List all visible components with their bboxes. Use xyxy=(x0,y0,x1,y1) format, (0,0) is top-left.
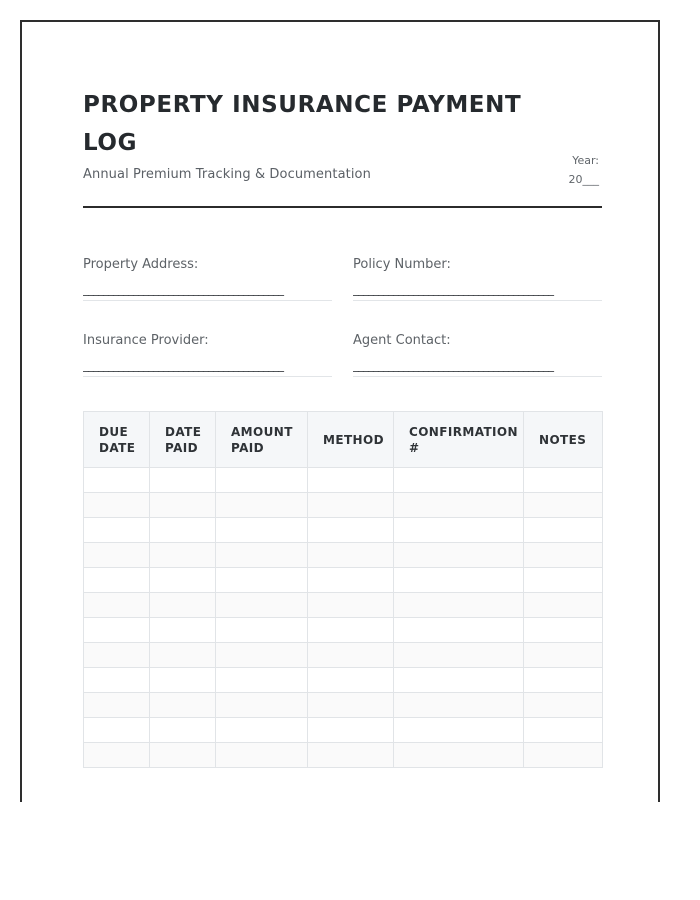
cell-amount-paid[interactable] xyxy=(216,468,308,493)
cell-method[interactable] xyxy=(308,693,394,718)
cell-confirmation[interactable] xyxy=(394,518,524,543)
field-divider xyxy=(83,300,332,301)
document-subtitle: Annual Premium Tracking & Documentation xyxy=(83,167,371,182)
cell-date-paid[interactable] xyxy=(150,718,216,743)
agent-contact-label: Agent Contact: xyxy=(353,333,451,348)
insurance-provider-input[interactable]: ________________________________________ xyxy=(83,358,283,372)
cell-notes[interactable] xyxy=(524,493,603,518)
cell-date-paid[interactable] xyxy=(150,618,216,643)
cell-method[interactable] xyxy=(308,668,394,693)
cell-confirmation[interactable] xyxy=(394,668,524,693)
cell-date-paid[interactable] xyxy=(150,543,216,568)
cell-due-date[interactable] xyxy=(84,643,150,668)
cell-method[interactable] xyxy=(308,718,394,743)
cell-amount-paid[interactable] xyxy=(216,693,308,718)
cell-notes[interactable] xyxy=(524,593,603,618)
cell-amount-paid[interactable] xyxy=(216,518,308,543)
cell-date-paid[interactable] xyxy=(150,643,216,668)
cell-date-paid[interactable] xyxy=(150,493,216,518)
cell-due-date[interactable] xyxy=(84,693,150,718)
policy-number-input[interactable]: ________________________________________ xyxy=(353,282,553,296)
table-row xyxy=(84,618,603,643)
column-header-method: METHOD xyxy=(308,412,394,468)
table-row xyxy=(84,693,603,718)
cell-amount-paid[interactable] xyxy=(216,543,308,568)
cell-method[interactable] xyxy=(308,518,394,543)
table-row xyxy=(84,543,603,568)
cell-date-paid[interactable] xyxy=(150,668,216,693)
cell-amount-paid[interactable] xyxy=(216,668,308,693)
cell-amount-paid[interactable] xyxy=(216,593,308,618)
cell-amount-paid[interactable] xyxy=(216,568,308,593)
table-row xyxy=(84,743,603,768)
cell-method[interactable] xyxy=(308,493,394,518)
field-divider xyxy=(353,300,602,301)
agent-contact-input[interactable]: ________________________________________ xyxy=(353,358,553,372)
cell-notes[interactable] xyxy=(524,643,603,668)
table-header-row xyxy=(84,412,603,468)
cell-confirmation[interactable] xyxy=(394,743,524,768)
cell-notes[interactable] xyxy=(524,618,603,643)
column-header-confirmation: CONFIRMATION # xyxy=(394,412,524,468)
table-row xyxy=(84,518,603,543)
cell-notes[interactable] xyxy=(524,693,603,718)
cell-notes[interactable] xyxy=(524,568,603,593)
cell-due-date[interactable] xyxy=(84,518,150,543)
column-header-date-paid: DATE PAID xyxy=(150,412,216,468)
property-address-label: Property Address: xyxy=(83,257,199,272)
table-row xyxy=(84,668,603,693)
cell-amount-paid[interactable] xyxy=(216,718,308,743)
column-header-amount-paid: AMOUNT PAID xyxy=(216,412,308,468)
property-address-input[interactable]: ________________________________________ xyxy=(83,282,283,296)
cell-confirmation[interactable] xyxy=(394,693,524,718)
cell-amount-paid[interactable] xyxy=(216,493,308,518)
year-block xyxy=(569,151,600,189)
cell-notes[interactable] xyxy=(524,718,603,743)
cell-notes[interactable] xyxy=(524,468,603,493)
payment-log-table xyxy=(83,411,603,768)
year-label: Year: xyxy=(572,154,599,167)
cell-due-date[interactable] xyxy=(84,468,150,493)
column-header-notes: NOTES xyxy=(524,412,603,468)
cell-due-date[interactable] xyxy=(84,543,150,568)
cell-date-paid[interactable] xyxy=(150,593,216,618)
cell-due-date[interactable] xyxy=(84,668,150,693)
cell-due-date[interactable] xyxy=(84,743,150,768)
cell-method[interactable] xyxy=(308,543,394,568)
cell-method[interactable] xyxy=(308,568,394,593)
cell-confirmation[interactable] xyxy=(394,618,524,643)
cell-due-date[interactable] xyxy=(84,618,150,643)
cell-amount-paid[interactable] xyxy=(216,643,308,668)
cell-due-date[interactable] xyxy=(84,718,150,743)
column-header-due-date: DUE DATE xyxy=(84,412,150,468)
table-row xyxy=(84,568,603,593)
document-title: PROPERTY INSURANCE PAYMENT LOG xyxy=(83,92,522,156)
cell-date-paid[interactable] xyxy=(150,743,216,768)
cell-method[interactable] xyxy=(308,468,394,493)
insurance-provider-field xyxy=(83,331,332,377)
cell-method[interactable] xyxy=(308,743,394,768)
field-divider xyxy=(83,376,332,377)
cell-date-paid[interactable] xyxy=(150,568,216,593)
header-divider xyxy=(83,206,602,208)
table-body xyxy=(84,468,603,768)
agent-contact-field xyxy=(353,331,602,377)
cell-date-paid[interactable] xyxy=(150,693,216,718)
cell-method[interactable] xyxy=(308,643,394,668)
insurance-provider-label: Insurance Provider: xyxy=(83,333,209,348)
cell-notes[interactable] xyxy=(524,743,603,768)
cell-notes[interactable] xyxy=(524,543,603,568)
cell-confirmation[interactable] xyxy=(394,643,524,668)
cell-notes[interactable] xyxy=(524,668,603,693)
cell-confirmation[interactable] xyxy=(394,493,524,518)
cell-due-date[interactable] xyxy=(84,593,150,618)
cell-due-date[interactable] xyxy=(84,493,150,518)
policy-number-label: Policy Number: xyxy=(353,257,451,272)
cell-confirmation[interactable] xyxy=(394,718,524,743)
cell-method[interactable] xyxy=(308,618,394,643)
cell-date-paid[interactable] xyxy=(150,518,216,543)
cell-confirmation[interactable] xyxy=(394,568,524,593)
cell-due-date[interactable] xyxy=(84,568,150,593)
table-row xyxy=(84,643,603,668)
document-page xyxy=(20,20,660,802)
policy-number-field xyxy=(353,255,602,301)
cell-amount-paid[interactable] xyxy=(216,743,308,768)
property-address-field xyxy=(83,255,332,301)
year-field[interactable]: 20___ xyxy=(568,173,599,186)
table-row xyxy=(84,718,603,743)
table-row xyxy=(84,493,603,518)
cell-amount-paid[interactable] xyxy=(216,618,308,643)
cell-confirmation[interactable] xyxy=(394,543,524,568)
cell-method[interactable] xyxy=(308,593,394,618)
table-row xyxy=(84,468,603,493)
cell-confirmation[interactable] xyxy=(394,468,524,493)
cell-notes[interactable] xyxy=(524,518,603,543)
cell-confirmation[interactable] xyxy=(394,593,524,618)
field-divider xyxy=(353,376,602,377)
cell-date-paid[interactable] xyxy=(150,468,216,493)
table-row xyxy=(84,593,603,618)
